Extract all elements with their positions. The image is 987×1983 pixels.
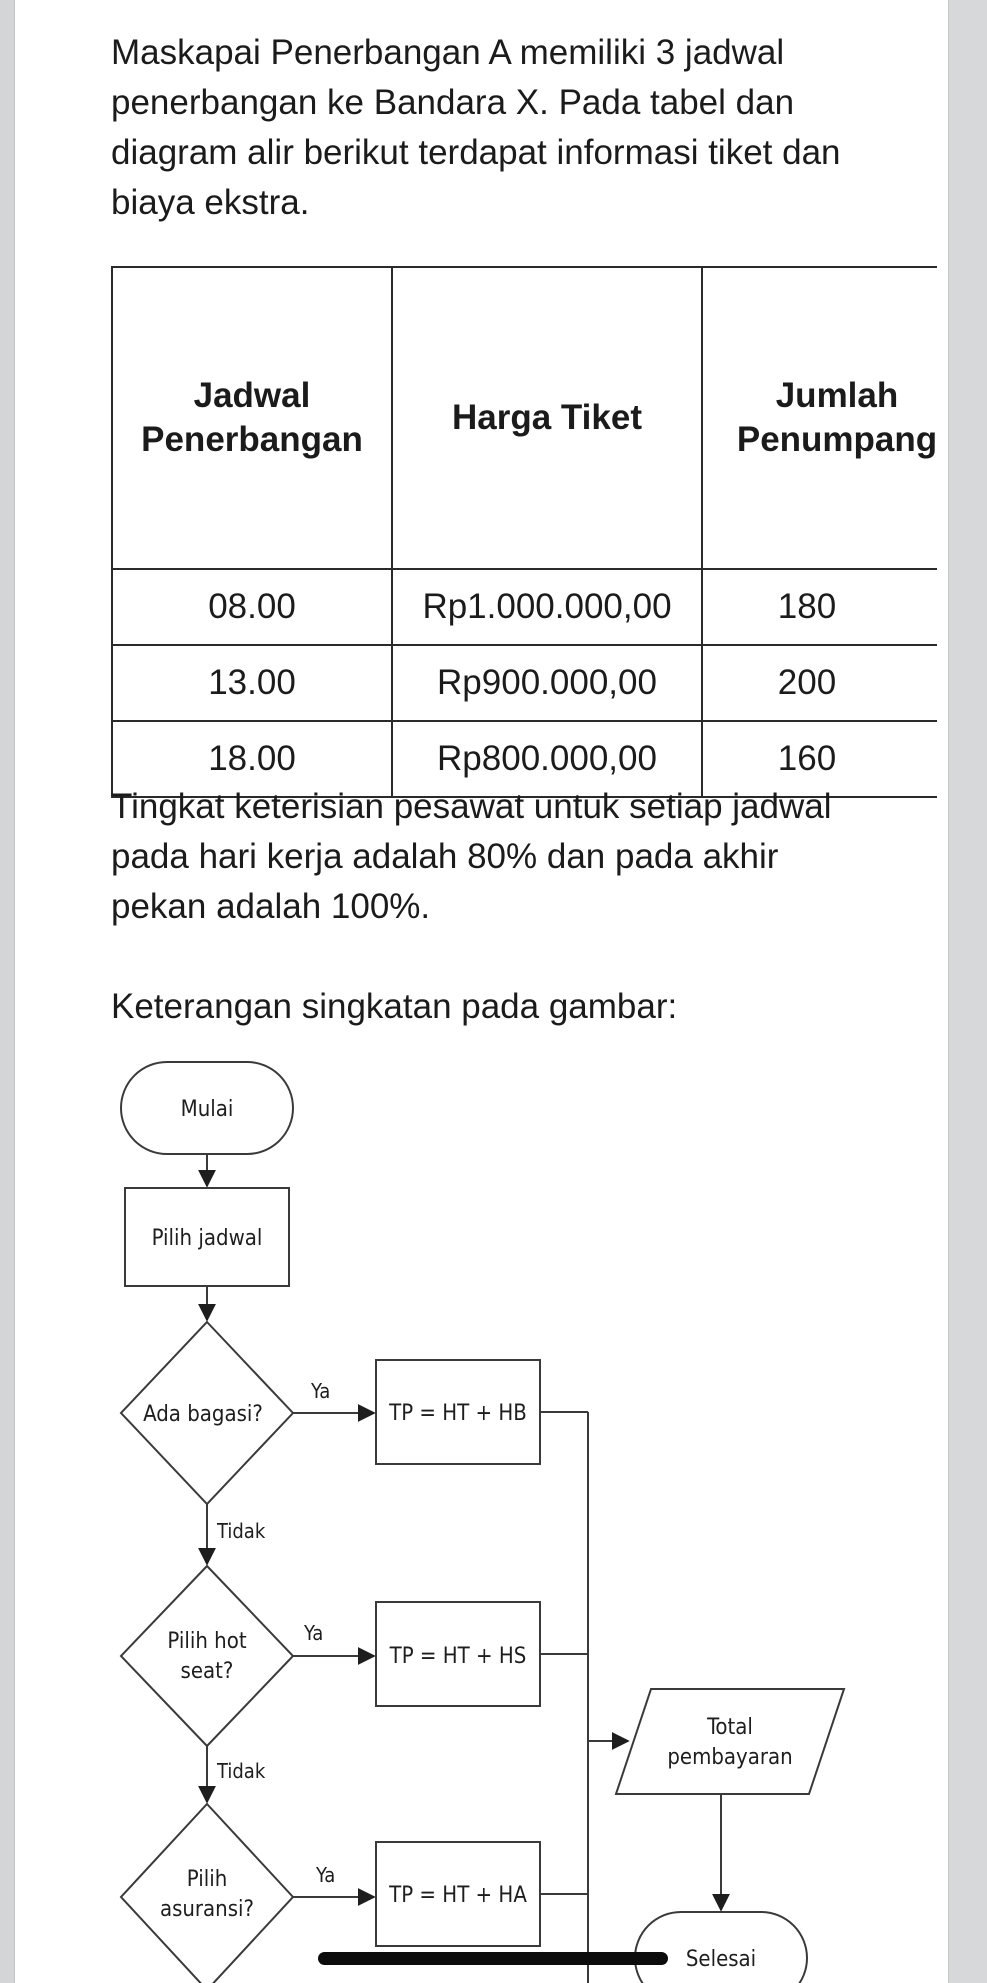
- table-row: [112, 569, 937, 645]
- yes-label: Ya: [316, 1863, 336, 1887]
- cell-schedule: 13.00: [112, 645, 392, 721]
- formula-baggage: TP = HT + HB: [389, 1401, 527, 1426]
- end-label: Selesai: [685, 1947, 757, 1972]
- header-passengers: Jumlah Penumpang: [702, 267, 937, 569]
- flowchart: [111, 1052, 947, 1983]
- legend-heading: Keterangan singkatan pada gambar:: [111, 987, 678, 1026]
- cell-schedule: 18.00: [112, 721, 392, 797]
- total-label-line2: pembayaran: [667, 1745, 793, 1770]
- total-payment-io: [616, 1689, 844, 1794]
- formula-insurance: TP = HT + HA: [389, 1883, 527, 1908]
- start-label: Mulai: [180, 1097, 234, 1122]
- yes-label: Ya: [311, 1379, 331, 1403]
- no-label: Tidak: [217, 1759, 266, 1783]
- hot-seat-question-line1: Pilih hot: [167, 1629, 247, 1654]
- hot-seat-question-line2: seat?: [180, 1659, 234, 1684]
- cell-passengers: 160: [702, 721, 937, 797]
- header-schedule: Jadwal Penerbangan: [112, 267, 392, 569]
- total-label-line1: Total: [707, 1715, 753, 1740]
- home-indicator[interactable]: [318, 1952, 668, 1965]
- yes-label: Ya: [304, 1621, 324, 1645]
- cell-price: Rp1.000.000,00: [392, 569, 702, 645]
- insurance-question-line1: Pilih: [186, 1867, 228, 1892]
- hot-seat-decision: [121, 1566, 293, 1746]
- table-row: [112, 645, 937, 721]
- cell-price: Rp800.000,00: [392, 721, 702, 797]
- insurance-decision: [121, 1804, 293, 1983]
- insurance-question-line2: asuransi?: [159, 1897, 255, 1922]
- baggage-question: Ada bagasi?: [143, 1402, 263, 1427]
- cell-passengers: 180: [702, 569, 937, 645]
- occupancy-paragraph: Tingkat keterisian pesawat untuk setiap jadwal pada hari kerja adalah 80% dan pada akhir pekan adalah 100%.: [111, 787, 832, 926]
- table-header-row: [112, 267, 937, 569]
- flight-table: [111, 266, 937, 801]
- header-ticket-price: Harga Tiket: [392, 267, 702, 569]
- cell-schedule: 08.00: [112, 569, 392, 645]
- right-gutter: [948, 0, 987, 1983]
- cell-price: Rp900.000,00: [392, 645, 702, 721]
- no-label: Tidak: [217, 1519, 266, 1543]
- left-gutter: [0, 0, 15, 1983]
- intro-paragraph: Maskapai Penerbangan A memiliki 3 jadwal penerbangan ke Bandara X. Pada tabel dan diagram alir berikut terdapat informasi tiket dan biaya ekstra.: [111, 33, 841, 222]
- choose-schedule-label: Pilih jadwal: [151, 1226, 263, 1251]
- cell-passengers: 200: [702, 645, 937, 721]
- formula-hot-seat: TP = HT + HS: [389, 1644, 527, 1669]
